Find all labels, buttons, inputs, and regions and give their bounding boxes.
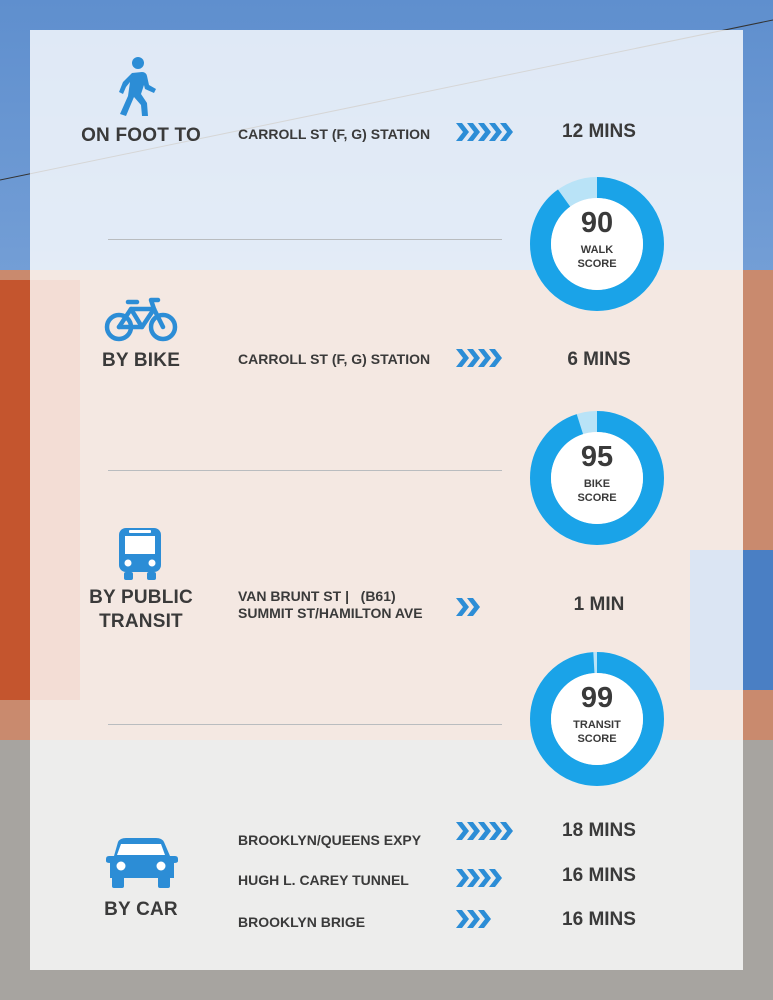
chevrons-icon (456, 910, 492, 928)
car-route-time: 16 MINS (562, 909, 636, 930)
bike-mode-label: BY BIKE (101, 350, 181, 371)
bike-score-gauge (530, 411, 664, 545)
car-icon (104, 838, 178, 888)
chevrons-icon (456, 349, 503, 367)
transit-mode-label (80, 586, 202, 634)
transit-score-gauge (530, 652, 664, 786)
walk-score-value: 90 (580, 207, 614, 239)
transit-destination-line1: VAN BRUNT ST | (B61) (238, 588, 396, 604)
walk-destination: CARROLL ST (F, G) STATION (238, 126, 431, 142)
chevrons-icon (456, 598, 481, 616)
transit-score-label (530, 718, 664, 746)
walk-score-gauge (530, 177, 664, 311)
car-route-time: 16 MINS (562, 865, 636, 886)
bicycle-icon (104, 297, 178, 343)
bus-icon (117, 528, 163, 580)
transit-score-label-line2: SCORE (577, 733, 617, 745)
bike-time: 6 MINS (567, 349, 631, 370)
transit-mode-label-line1: BY PUBLIC (89, 587, 193, 608)
walk-score-label-line2: SCORE (577, 258, 617, 270)
car-route-time: 18 MINS (562, 820, 636, 841)
chevrons-icon (456, 123, 514, 141)
walk-score-label (530, 243, 664, 271)
car-route-name: HUGH L. CAREY TUNNEL (238, 872, 409, 888)
chevrons-icon (456, 869, 503, 887)
car-route-name: BROOKLYN BRIGE (238, 914, 366, 930)
transit-mode-label-line2: TRANSIT (99, 611, 183, 632)
divider (108, 470, 502, 471)
car-route-name: BROOKLYN/QUEENS EXPY (238, 832, 422, 848)
bike-score-label-line1: BIKE (583, 478, 611, 490)
car-mode-label: BY CAR (104, 899, 178, 920)
transit-score-label-line1: TRANSIT (573, 719, 621, 731)
bike-score-value: 95 (580, 441, 614, 473)
transit-time: 1 MIN (573, 594, 625, 615)
transit-destination-line2: SUMMIT ST/HAMILTON AVE (238, 605, 423, 621)
transit-score-value: 99 (580, 682, 614, 714)
walk-time: 12 MINS (562, 121, 636, 142)
walk-mode-label: ON FOOT TO (81, 125, 201, 146)
bike-score-label-line2: SCORE (577, 492, 617, 504)
bike-destination: CARROLL ST (F, G) STATION (238, 351, 431, 367)
divider (108, 239, 502, 240)
walk-score-label-line1: WALK (580, 244, 614, 256)
walking-person-icon (118, 56, 158, 118)
divider (108, 724, 502, 725)
bike-score-label (530, 477, 664, 505)
chevrons-icon (456, 822, 514, 840)
transit-destination (238, 588, 423, 622)
